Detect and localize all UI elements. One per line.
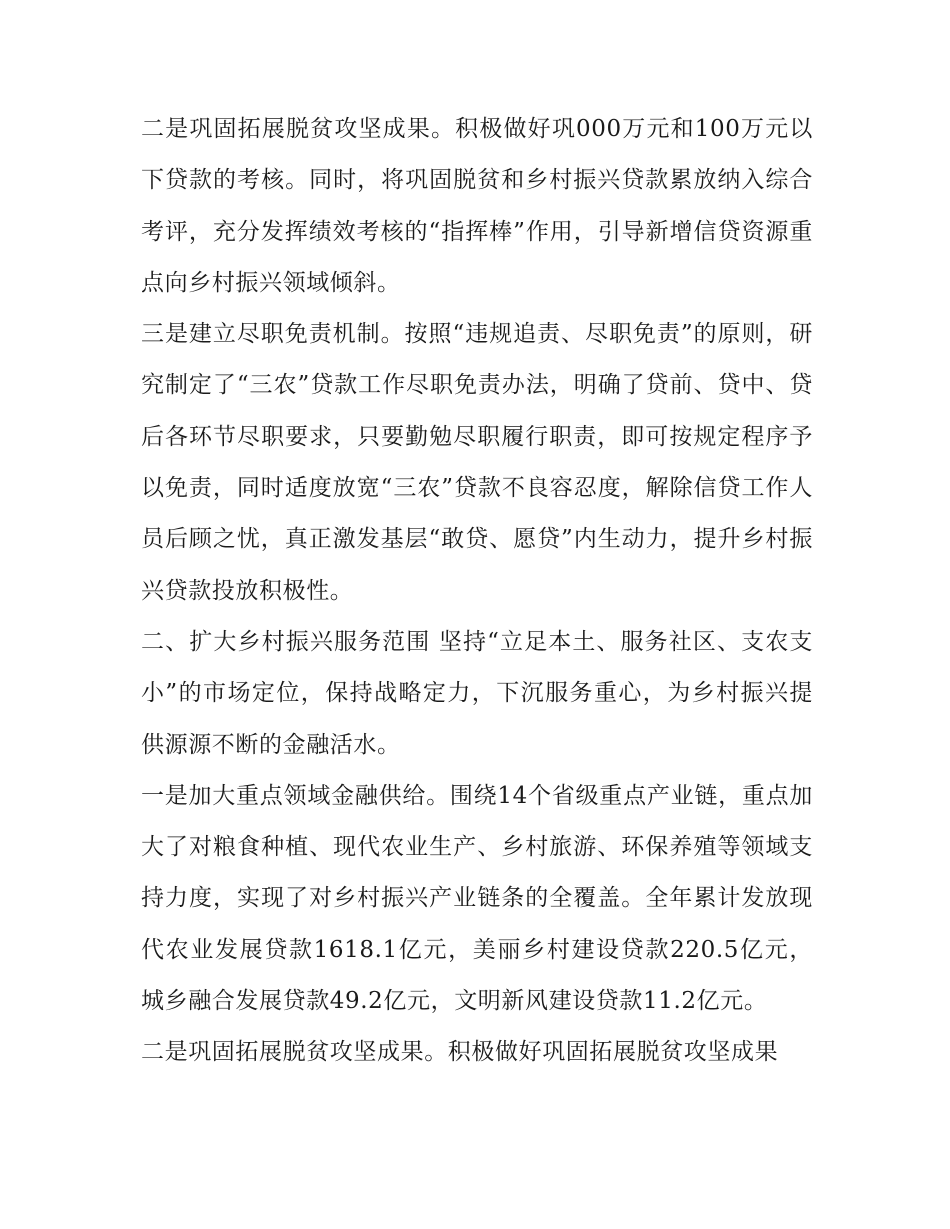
paragraph-key-field-finance-supply: 一是加大重点领域金融供给。围绕14个省级重点产业链，重点加大了对粮食种植、现代农业生产、乡村旅游、环保养殖等领域支持力度，实现了对乡村振兴产业链条的全覆盖。全年累计发放现代农业发展贷款1618.1亿元，美丽乡村建设贷款220.5亿元，城乡融合发展贷款49.2亿元，文明新风建设贷款11.2亿元。 — [141, 782, 813, 1015]
document-body — [141, 104, 813, 1079]
paragraph-expand-service-scope: 二、扩大乡村振兴服务范围 坚持“立足本土、服务社区、支农支小”的市场定位，保持战略定力，下沉服务重心，为乡村振兴提供源源不断的金融活水。 — [141, 628, 813, 758]
paragraph-consolidate-poverty-alleviation: 二是巩固拓展脱贫攻坚成果。积极做好巩000万元和100万元以下贷款的考核。同时，将巩固脱贫和乡村振兴贷款累放纳入综合考评，充分发挥绩效考核的“指挥棒”作用，引导新增信贷资源重点向乡村振兴领域倾斜。 — [141, 116, 813, 296]
paragraph-consolidate-poverty-alleviation-continued: 二是巩固拓展脱贫攻坚成果。积极做好巩固拓展脱贫攻坚成果 — [141, 1039, 779, 1066]
paragraph-due-diligence-exemption: 三是建立尽职免责机制。按照“违规追责、尽职免责”的原则，研究制定了“三农”贷款工作尽职免责办法，明确了贷前、贷中、贷后各环节尽职要求，只要勤勉尽职履行职责，即可按规定程序予以免责，同时适度放宽“三农”贷款不良容忍度，解除信贷工作人员后顾之忧，真正激发基层“敢贷、愿贷”内生动力，提升乡村振兴贷款投放积极性。 — [141, 321, 813, 604]
